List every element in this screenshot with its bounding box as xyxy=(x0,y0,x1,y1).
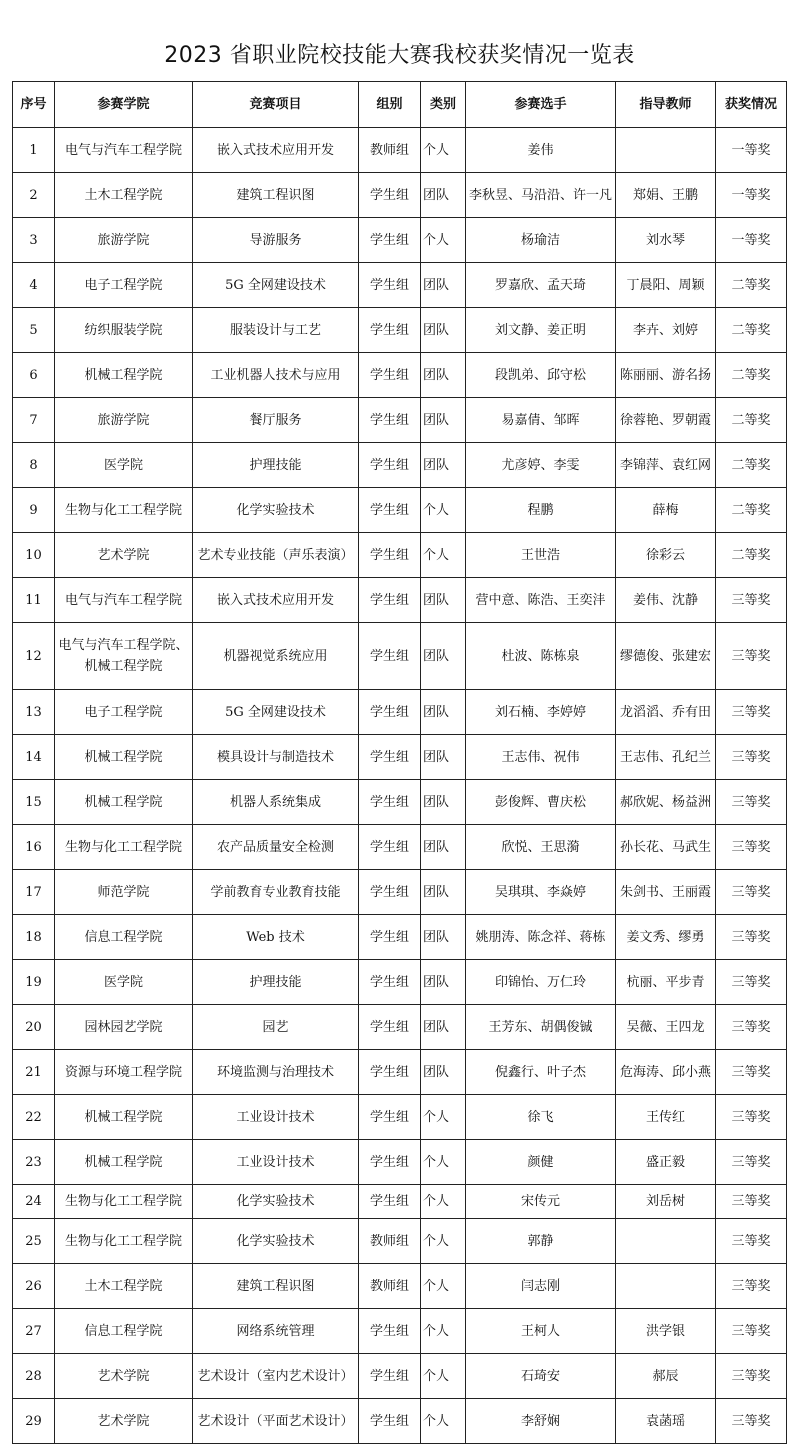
cell-instructors: 郝辰 xyxy=(616,1354,716,1399)
cell-instructors: 龙滔滔、乔有田 xyxy=(616,690,716,735)
table-row xyxy=(13,1140,787,1185)
cell-award: 三等奖 xyxy=(716,1050,787,1095)
cell-event: 工业设计技术 xyxy=(193,1140,359,1185)
header-instructors: 指导教师 xyxy=(616,82,716,128)
cell-contestants: 段凯弟、邱守松 xyxy=(466,353,616,398)
cell-category: 团队 xyxy=(421,1050,466,1095)
cell-award: 二等奖 xyxy=(716,398,787,443)
cell-instructors: 李锦萍、袁红网 xyxy=(616,443,716,488)
cell-instructors: 薛梅 xyxy=(616,488,716,533)
cell-contestants: 颜健 xyxy=(466,1140,616,1185)
cell-award: 一等奖 xyxy=(716,218,787,263)
cell-instructors: 徐蓉艳、罗朝霞 xyxy=(616,398,716,443)
cell-index: 24 xyxy=(13,1185,55,1219)
table-row xyxy=(13,263,787,308)
cell-instructors: 郑娟、王鹏 xyxy=(616,173,716,218)
table-row xyxy=(13,960,787,1005)
cell-instructors: 徐彩云 xyxy=(616,533,716,578)
table-row xyxy=(13,128,787,173)
cell-index: 26 xyxy=(13,1264,55,1309)
cell-index: 12 xyxy=(13,623,55,690)
cell-index: 11 xyxy=(13,578,55,623)
cell-instructors: 王志伟、孔纪兰 xyxy=(616,735,716,780)
cell-event: 服装设计与工艺 xyxy=(193,308,359,353)
header-contestants: 参赛选手 xyxy=(466,82,616,128)
cell-event: 化学实验技术 xyxy=(193,1185,359,1219)
cell-award: 二等奖 xyxy=(716,308,787,353)
cell-award: 三等奖 xyxy=(716,578,787,623)
cell-college: 医学院 xyxy=(55,443,193,488)
cell-index: 23 xyxy=(13,1140,55,1185)
cell-contestants: 宋传元 xyxy=(466,1185,616,1219)
cell-index: 19 xyxy=(13,960,55,1005)
cell-category: 团队 xyxy=(421,690,466,735)
table-row xyxy=(13,173,787,218)
cell-college: 艺术学院 xyxy=(55,1399,193,1444)
cell-award: 一等奖 xyxy=(716,128,787,173)
cell-contestants: 倪鑫行、叶子杰 xyxy=(466,1050,616,1095)
cell-contestants: 杨瑜洁 xyxy=(466,218,616,263)
cell-contestants: 李舒娴 xyxy=(466,1399,616,1444)
cell-index: 10 xyxy=(13,533,55,578)
table-row xyxy=(13,1309,787,1354)
cell-category: 团队 xyxy=(421,353,466,398)
cell-group: 学生组 xyxy=(359,443,421,488)
cell-group: 学生组 xyxy=(359,915,421,960)
cell-event: 工业机器人技术与应用 xyxy=(193,353,359,398)
cell-group: 学生组 xyxy=(359,870,421,915)
cell-category: 团队 xyxy=(421,173,466,218)
cell-college: 生物与化工工程学院 xyxy=(55,1185,193,1219)
header-college: 参赛学院 xyxy=(55,82,193,128)
cell-contestants: 印锦怡、万仁玲 xyxy=(466,960,616,1005)
cell-group: 学生组 xyxy=(359,623,421,690)
table-row xyxy=(13,1185,787,1219)
cell-category: 个人 xyxy=(421,533,466,578)
cell-award: 三等奖 xyxy=(716,735,787,780)
cell-instructors: 王传红 xyxy=(616,1095,716,1140)
cell-category: 个人 xyxy=(421,1309,466,1354)
cell-group: 学生组 xyxy=(359,353,421,398)
cell-award: 二等奖 xyxy=(716,263,787,308)
cell-group: 学生组 xyxy=(359,1399,421,1444)
header-index: 序号 xyxy=(13,82,55,128)
cell-category: 团队 xyxy=(421,870,466,915)
cell-group: 教师组 xyxy=(359,128,421,173)
table-row xyxy=(13,308,787,353)
table-row xyxy=(13,1050,787,1095)
cell-event: 艺术设计（室内艺术设计） xyxy=(193,1354,359,1399)
cell-contestants: 罗嘉欣、孟天琦 xyxy=(466,263,616,308)
cell-index: 9 xyxy=(13,488,55,533)
cell-instructors: 缪德俊、张建宏 xyxy=(616,623,716,690)
cell-index: 5 xyxy=(13,308,55,353)
cell-instructors: 刘岳树 xyxy=(616,1185,716,1219)
cell-college: 电子工程学院 xyxy=(55,690,193,735)
cell-award: 三等奖 xyxy=(716,1399,787,1444)
table-row xyxy=(13,1219,787,1264)
table-row xyxy=(13,825,787,870)
cell-college: 机械工程学院 xyxy=(55,780,193,825)
cell-contestants: 王芳东、胡偶俊铖 xyxy=(466,1005,616,1050)
cell-category: 团队 xyxy=(421,1005,466,1050)
cell-index: 15 xyxy=(13,780,55,825)
cell-instructors: 李卉、刘婷 xyxy=(616,308,716,353)
cell-event: 建筑工程识图 xyxy=(193,173,359,218)
cell-group: 学生组 xyxy=(359,578,421,623)
cell-event: 艺术专业技能（声乐表演） xyxy=(193,533,359,578)
cell-award: 三等奖 xyxy=(716,1309,787,1354)
cell-category: 个人 xyxy=(421,1140,466,1185)
cell-award: 三等奖 xyxy=(716,1264,787,1309)
header-award: 获奖情况 xyxy=(716,82,787,128)
header-group: 组别 xyxy=(359,82,421,128)
page-title: 2023 省职业院校技能大赛我校获奖情况一览表 xyxy=(164,43,635,68)
cell-group: 教师组 xyxy=(359,1264,421,1309)
cell-instructors: 刘水琴 xyxy=(616,218,716,263)
cell-college: 机械工程学院 xyxy=(55,735,193,780)
cell-contestants: 杜波、陈栋泉 xyxy=(466,623,616,690)
table-row xyxy=(13,735,787,780)
table-row xyxy=(13,780,787,825)
cell-college: 艺术学院 xyxy=(55,1354,193,1399)
cell-event: 农产品质量安全检测 xyxy=(193,825,359,870)
cell-award: 二等奖 xyxy=(716,353,787,398)
cell-index: 25 xyxy=(13,1219,55,1264)
cell-instructors xyxy=(616,1219,716,1264)
cell-event: 5G 全网建设技术 xyxy=(193,690,359,735)
cell-instructors: 袁菡瑶 xyxy=(616,1399,716,1444)
cell-category: 团队 xyxy=(421,623,466,690)
table-row xyxy=(13,533,787,578)
cell-group: 学生组 xyxy=(359,690,421,735)
cell-category: 个人 xyxy=(421,1354,466,1399)
cell-group: 学生组 xyxy=(359,1140,421,1185)
cell-category: 团队 xyxy=(421,308,466,353)
table-row xyxy=(13,870,787,915)
cell-award: 二等奖 xyxy=(716,533,787,578)
cell-category: 个人 xyxy=(421,1095,466,1140)
cell-college: 土木工程学院 xyxy=(55,1264,193,1309)
cell-award: 三等奖 xyxy=(716,1219,787,1264)
cell-event: 护理技能 xyxy=(193,960,359,1005)
cell-index: 7 xyxy=(13,398,55,443)
cell-college: 生物与化工工程学院 xyxy=(55,488,193,533)
cell-award: 三等奖 xyxy=(716,825,787,870)
table-row xyxy=(13,1354,787,1399)
cell-college: 园林园艺学院 xyxy=(55,1005,193,1050)
cell-contestants: 刘石楠、李婷婷 xyxy=(466,690,616,735)
table-row xyxy=(13,443,787,488)
table-row xyxy=(13,690,787,735)
cell-group: 学生组 xyxy=(359,398,421,443)
cell-contestants: 姜伟 xyxy=(466,128,616,173)
cell-group: 教师组 xyxy=(359,1219,421,1264)
cell-award: 三等奖 xyxy=(716,1354,787,1399)
cell-group: 学生组 xyxy=(359,1005,421,1050)
cell-event: 建筑工程识图 xyxy=(193,1264,359,1309)
cell-instructors: 洪学银 xyxy=(616,1309,716,1354)
cell-award: 三等奖 xyxy=(716,960,787,1005)
cell-group: 学生组 xyxy=(359,1095,421,1140)
cell-college: 旅游学院 xyxy=(55,398,193,443)
cell-event: 化学实验技术 xyxy=(193,1219,359,1264)
cell-event: 嵌入式技术应用开发 xyxy=(193,578,359,623)
cell-index: 17 xyxy=(13,870,55,915)
table-row xyxy=(13,353,787,398)
cell-category: 个人 xyxy=(421,1185,466,1219)
cell-index: 21 xyxy=(13,1050,55,1095)
cell-category: 团队 xyxy=(421,915,466,960)
cell-event: 网络系统管理 xyxy=(193,1309,359,1354)
table-row xyxy=(13,1264,787,1309)
cell-group: 学生组 xyxy=(359,533,421,578)
cell-contestants: 王柯人 xyxy=(466,1309,616,1354)
cell-group: 学生组 xyxy=(359,173,421,218)
cell-college: 机械工程学院 xyxy=(55,1095,193,1140)
cell-event: 护理技能 xyxy=(193,443,359,488)
cell-instructors: 陈丽丽、游名扬 xyxy=(616,353,716,398)
cell-instructors: 危海涛、邱小燕 xyxy=(616,1050,716,1095)
cell-award: 三等奖 xyxy=(716,1185,787,1219)
cell-award: 三等奖 xyxy=(716,915,787,960)
cell-award: 二等奖 xyxy=(716,443,787,488)
cell-college: 生物与化工工程学院 xyxy=(55,1219,193,1264)
cell-group: 学生组 xyxy=(359,488,421,533)
cell-instructors: 吴薇、王四龙 xyxy=(616,1005,716,1050)
cell-college: 旅游学院 xyxy=(55,218,193,263)
cell-group: 学生组 xyxy=(359,960,421,1005)
cell-index: 14 xyxy=(13,735,55,780)
cell-category: 团队 xyxy=(421,825,466,870)
cell-contestants: 王世浩 xyxy=(466,533,616,578)
cell-instructors xyxy=(616,128,716,173)
cell-index: 28 xyxy=(13,1354,55,1399)
cell-college: 师范学院 xyxy=(55,870,193,915)
cell-category: 个人 xyxy=(421,1219,466,1264)
cell-group: 学生组 xyxy=(359,218,421,263)
cell-category: 团队 xyxy=(421,735,466,780)
cell-event: 艺术设计（平面艺术设计） xyxy=(193,1399,359,1444)
cell-contestants: 刘文静、姜正明 xyxy=(466,308,616,353)
cell-college: 机械工程学院 xyxy=(55,353,193,398)
cell-index: 18 xyxy=(13,915,55,960)
cell-index: 27 xyxy=(13,1309,55,1354)
cell-group: 学生组 xyxy=(359,825,421,870)
cell-contestants: 易嘉倩、邹晖 xyxy=(466,398,616,443)
cell-group: 学生组 xyxy=(359,1309,421,1354)
cell-event: 化学实验技术 xyxy=(193,488,359,533)
cell-contestants: 石琦安 xyxy=(466,1354,616,1399)
table-header xyxy=(13,82,787,128)
cell-event: 模具设计与制造技术 xyxy=(193,735,359,780)
cell-contestants: 尤彦婷、李雯 xyxy=(466,443,616,488)
table-row xyxy=(13,623,787,690)
cell-category: 个人 xyxy=(421,128,466,173)
header-event: 竞赛项目 xyxy=(193,82,359,128)
cell-category: 团队 xyxy=(421,443,466,488)
cell-event: 机器视觉系统应用 xyxy=(193,623,359,690)
cell-award: 二等奖 xyxy=(716,488,787,533)
table-body xyxy=(13,128,787,1444)
header-category: 类别 xyxy=(421,82,466,128)
cell-college: 医学院 xyxy=(55,960,193,1005)
cell-instructors: 盛正毅 xyxy=(616,1140,716,1185)
cell-event: 导游服务 xyxy=(193,218,359,263)
cell-category: 团队 xyxy=(421,960,466,1005)
cell-group: 学生组 xyxy=(359,735,421,780)
cell-instructors: 杭丽、平步青 xyxy=(616,960,716,1005)
cell-contestants: 郭静 xyxy=(466,1219,616,1264)
cell-event: 5G 全网建设技术 xyxy=(193,263,359,308)
cell-category: 团队 xyxy=(421,780,466,825)
table-row xyxy=(13,1095,787,1140)
cell-category: 个人 xyxy=(421,488,466,533)
cell-event: 机器人系统集成 xyxy=(193,780,359,825)
cell-index: 29 xyxy=(13,1399,55,1444)
cell-group: 学生组 xyxy=(359,263,421,308)
cell-category: 团队 xyxy=(421,578,466,623)
cell-award: 三等奖 xyxy=(716,1140,787,1185)
cell-index: 22 xyxy=(13,1095,55,1140)
cell-group: 学生组 xyxy=(359,1354,421,1399)
cell-award: 三等奖 xyxy=(716,1095,787,1140)
cell-index: 1 xyxy=(13,128,55,173)
cell-instructors: 姜伟、沈静 xyxy=(616,578,716,623)
cell-college: 电气与汽车工程学院 xyxy=(55,128,193,173)
cell-contestants: 王志伟、祝伟 xyxy=(466,735,616,780)
cell-index: 4 xyxy=(13,263,55,308)
cell-group: 学生组 xyxy=(359,308,421,353)
cell-college: 电气与汽车工程学院 xyxy=(55,578,193,623)
cell-contestants: 程鹏 xyxy=(466,488,616,533)
cell-award: 一等奖 xyxy=(716,173,787,218)
cell-event: 环境监测与治理技术 xyxy=(193,1050,359,1095)
cell-group: 学生组 xyxy=(359,1185,421,1219)
cell-event: 餐厅服务 xyxy=(193,398,359,443)
cell-event: Web 技术 xyxy=(193,915,359,960)
cell-college: 机械工程学院 xyxy=(55,1140,193,1185)
table-row xyxy=(13,915,787,960)
cell-index: 6 xyxy=(13,353,55,398)
cell-instructors: 丁晨阳、周颖 xyxy=(616,263,716,308)
table-row xyxy=(13,1005,787,1050)
cell-index: 2 xyxy=(13,173,55,218)
cell-college: 艺术学院 xyxy=(55,533,193,578)
table-row xyxy=(13,488,787,533)
cell-instructors: 孙长花、马武生 xyxy=(616,825,716,870)
cell-contestants: 吴琪琪、李焱婷 xyxy=(466,870,616,915)
cell-group: 学生组 xyxy=(359,1050,421,1095)
cell-contestants: 彭俊辉、曹庆松 xyxy=(466,780,616,825)
cell-event: 学前教育专业教育技能 xyxy=(193,870,359,915)
cell-event: 园艺 xyxy=(193,1005,359,1050)
cell-instructors: 姜文秀、缪勇 xyxy=(616,915,716,960)
cell-award: 三等奖 xyxy=(716,623,787,690)
cell-award: 三等奖 xyxy=(716,780,787,825)
cell-instructors xyxy=(616,1264,716,1309)
cell-category: 团队 xyxy=(421,263,466,308)
cell-category: 个人 xyxy=(421,218,466,263)
table-row xyxy=(13,578,787,623)
cell-index: 16 xyxy=(13,825,55,870)
cell-college: 纺织服装学院 xyxy=(55,308,193,353)
cell-award: 三等奖 xyxy=(716,870,787,915)
cell-category: 个人 xyxy=(421,1399,466,1444)
cell-college: 电子工程学院 xyxy=(55,263,193,308)
cell-instructors: 郝欣妮、杨益洲 xyxy=(616,780,716,825)
cell-instructors: 朱剑书、王丽霞 xyxy=(616,870,716,915)
cell-contestants: 营中意、陈浩、王奕沣 xyxy=(466,578,616,623)
cell-award: 三等奖 xyxy=(716,690,787,735)
cell-index: 13 xyxy=(13,690,55,735)
cell-college: 信息工程学院 xyxy=(55,915,193,960)
cell-contestants: 闫志刚 xyxy=(466,1264,616,1309)
cell-award: 三等奖 xyxy=(716,1005,787,1050)
cell-event: 工业设计技术 xyxy=(193,1095,359,1140)
table-row xyxy=(13,218,787,263)
cell-event: 嵌入式技术应用开发 xyxy=(193,128,359,173)
cell-college: 信息工程学院 xyxy=(55,1309,193,1354)
cell-index: 8 xyxy=(13,443,55,488)
cell-index: 3 xyxy=(13,218,55,263)
awards-table xyxy=(12,81,787,1444)
cell-category: 个人 xyxy=(421,1264,466,1309)
cell-college: 生物与化工工程学院 xyxy=(55,825,193,870)
cell-category: 团队 xyxy=(421,398,466,443)
cell-college: 土木工程学院 xyxy=(55,173,193,218)
cell-contestants: 姚朋涛、陈念祥、蒋栋 xyxy=(466,915,616,960)
cell-college: 电气与汽车工程学院、机械工程学院 xyxy=(55,623,193,690)
cell-college: 资源与环境工程学院 xyxy=(55,1050,193,1095)
cell-contestants: 李秋昱、马沿沿、许一凡 xyxy=(466,173,616,218)
cell-group: 学生组 xyxy=(359,780,421,825)
table-row xyxy=(13,398,787,443)
cell-contestants: 欣悦、王思漪 xyxy=(466,825,616,870)
table-row xyxy=(13,1399,787,1444)
cell-contestants: 徐飞 xyxy=(466,1095,616,1140)
cell-index: 20 xyxy=(13,1005,55,1050)
